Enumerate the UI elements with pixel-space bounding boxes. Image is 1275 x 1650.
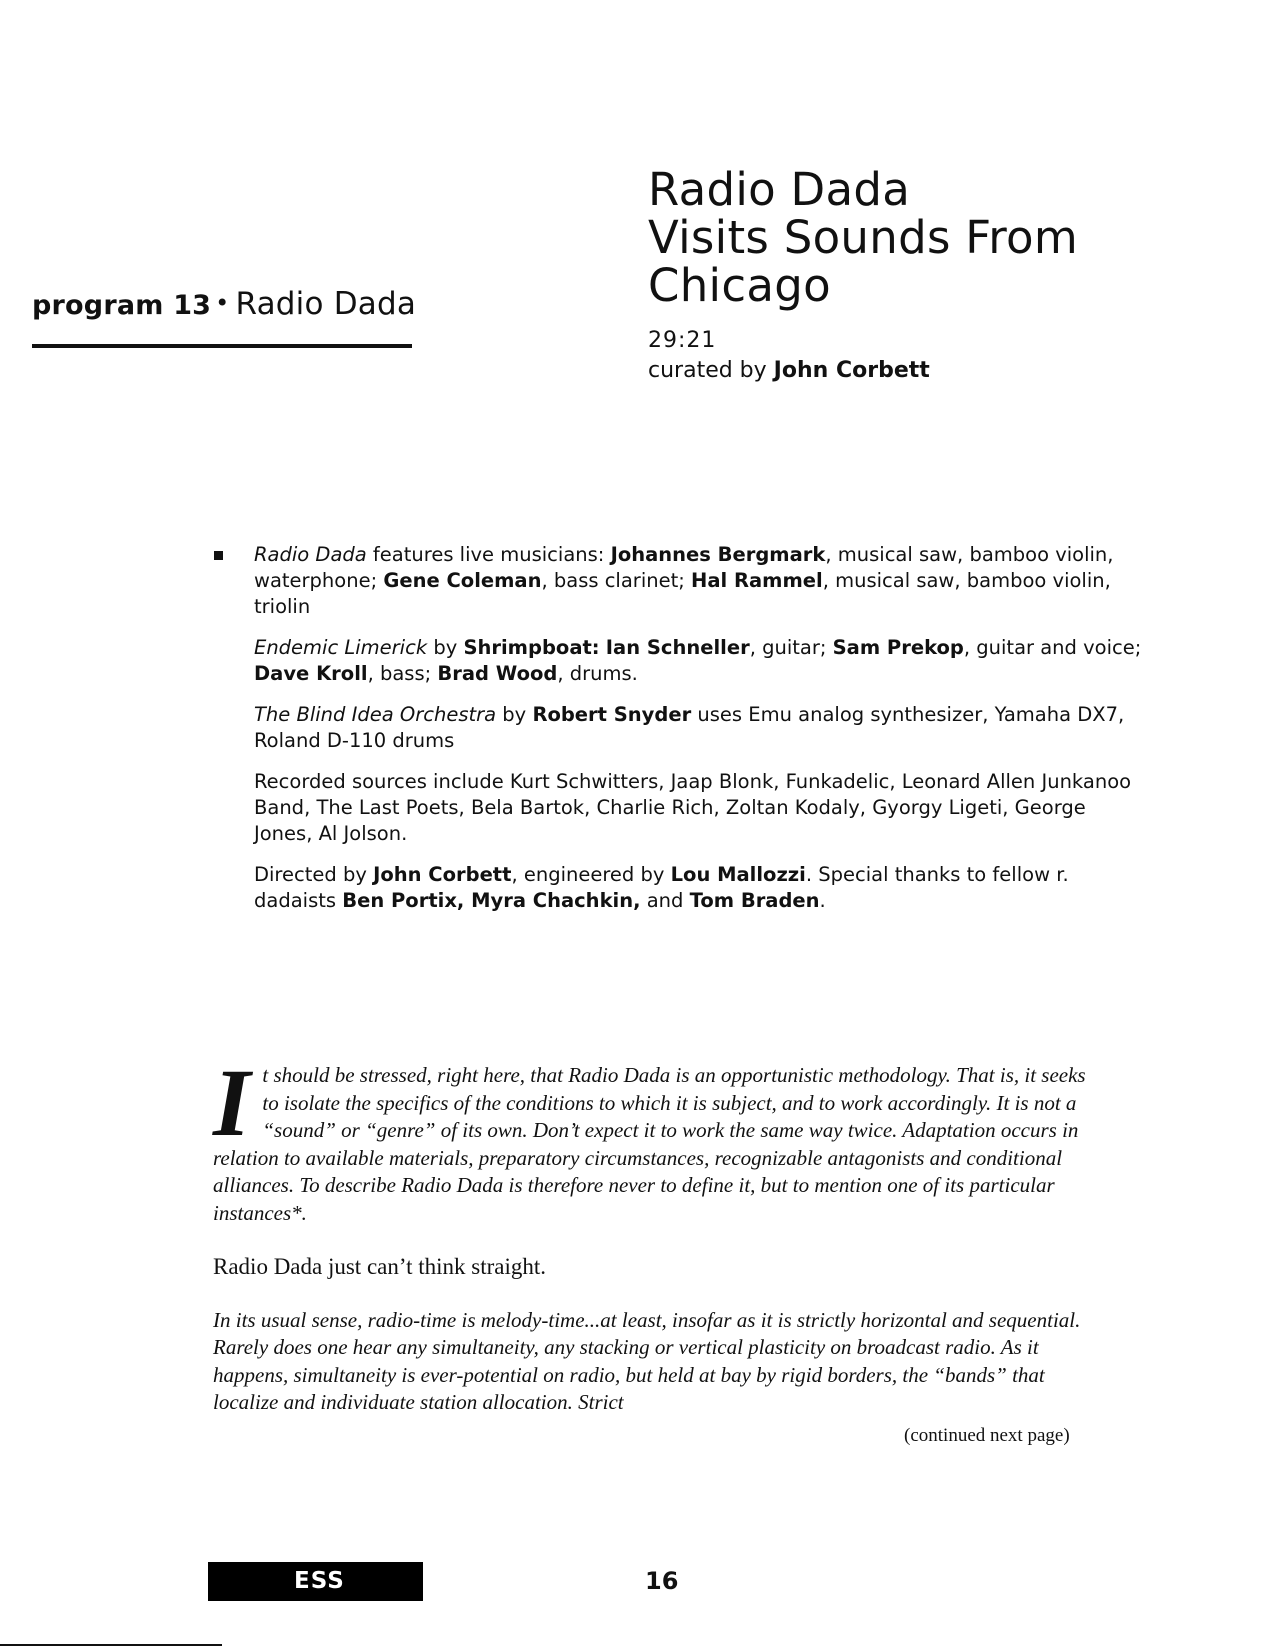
curator-name: John Corbett: [773, 358, 930, 383]
text: by: [496, 703, 533, 726]
essay-paragraph-3: In its usual sense, radio-time is melody-time...at least, insofar as it is strictly horizontal and sequential. Rarely does one hear any simultaneity, any stacking or vertical plasticity on broadcast radio. As it happens, simultaneity is ever-potential on radio, but held at bay by rigid borders, the “bands” that localize and individuate station allocation. Strict: [213, 1307, 1081, 1414]
curated-prefix: curated by: [648, 358, 774, 383]
text: , bass clarinet;: [541, 569, 692, 592]
essay-paragraph-1: [213, 1049, 1093, 1227]
credits-paragraph-4: Recorded sources include Kurt Schwitters, Jaap Blonk, Funkadelic, Leonard Allen Junkanoo Band, The Last Poets, Bela Bartok, Charlie Rich, Zoltan Kodaly, Gyorgy Ligeti, George Jones, Al Jolson.: [254, 770, 1132, 845]
work-title: The Blind Idea Orchestra: [254, 703, 497, 726]
credits-paragraph-3: [254, 702, 1144, 754]
duration: 29:21: [648, 328, 717, 353]
bottom-rule: [0, 1644, 222, 1646]
person-name: Ben Portix, Myra Chachkin,: [342, 889, 641, 912]
person-name: Lou Mallozzi: [670, 863, 806, 886]
musician-name: Gene Coleman: [383, 569, 542, 592]
program-label: program 13: [32, 290, 212, 321]
page-title-line-1: Radio Dada: [648, 163, 911, 216]
text: , drums.: [557, 662, 638, 685]
musician-name: Robert Snyder: [532, 703, 692, 726]
text: , engineered by: [511, 863, 671, 886]
musician-name: Hal Rammel: [691, 569, 823, 592]
credits-section: [214, 542, 1144, 929]
musician-name: Johannes Bergmark: [610, 543, 826, 566]
person-name: John Corbett: [373, 863, 512, 886]
text: and: [640, 889, 690, 912]
musician-name: Brad Wood: [437, 662, 558, 685]
program-header: [32, 286, 416, 322]
person-name: Tom Braden: [689, 889, 820, 912]
curated-by: [648, 356, 1208, 386]
text: , bass;: [367, 662, 438, 685]
text: Directed by: [254, 863, 374, 886]
header-rule: [32, 344, 412, 348]
essay: [213, 1049, 1093, 1443]
work-title: Endemic Limerick: [254, 636, 428, 659]
credits-paragraph-2: [254, 635, 1144, 687]
text: . Special thanks to fellow r. dadaists: [254, 863, 1069, 912]
text: , guitar and voice;: [963, 636, 1142, 659]
work-title: Radio Dada: [254, 543, 367, 566]
page-number: 16: [645, 1567, 679, 1595]
band-name: Shrimpboat:: [463, 636, 600, 659]
musician-name: Dave Kroll: [254, 662, 368, 685]
page-title-line-3: Chicago: [648, 259, 831, 312]
text: , musical saw, bamboo violin, waterphone;: [254, 543, 1114, 592]
program-name: Radio Dada: [235, 286, 417, 322]
credits-paragraph-1: [254, 542, 1144, 620]
ess-label-box: ESS: [208, 1562, 423, 1601]
essay-paragraph-2: Radio Dada just can’t think straight.: [213, 1254, 547, 1279]
header-bullet: •: [215, 289, 230, 317]
page-title-line-2: Visits Sounds From: [648, 211, 1078, 264]
text: by: [427, 636, 464, 659]
musician-name: Sam Prekop: [832, 636, 964, 659]
text: , musical saw, bamboo violin, triolin: [254, 569, 1111, 618]
text: , guitar;: [749, 636, 833, 659]
credits-paragraph-5: [254, 862, 1144, 914]
text: .: [819, 889, 826, 912]
essay-text: t should be stressed, right here, that Radio Dada is an opportunistic methodology. That is, it seeks to isolate the specifics of the conditions to which it is subject, and to work accordingly. It is not a “sound” or “genre” of its own. Don’t expect it to work the same way twice. Adaptation occurs in relation to available materials, preparatory circumstances, recognizable antagonists and conditional alliances. To describe Radio Dada is therefore never to define it, but to mention one of its particular instances*.: [213, 1063, 1086, 1225]
musician-name: Ian Schneller: [605, 636, 750, 659]
square-bullet-icon: [214, 551, 223, 560]
continued-note: (continued next page): [904, 1425, 1070, 1446]
drop-cap: I: [213, 1049, 251, 1156]
title-block: [648, 163, 1208, 386]
text: uses Emu analog synthesizer, Yamaha DX7, Roland D-110 drums: [254, 703, 1125, 752]
text: features live musicians:: [366, 543, 611, 566]
